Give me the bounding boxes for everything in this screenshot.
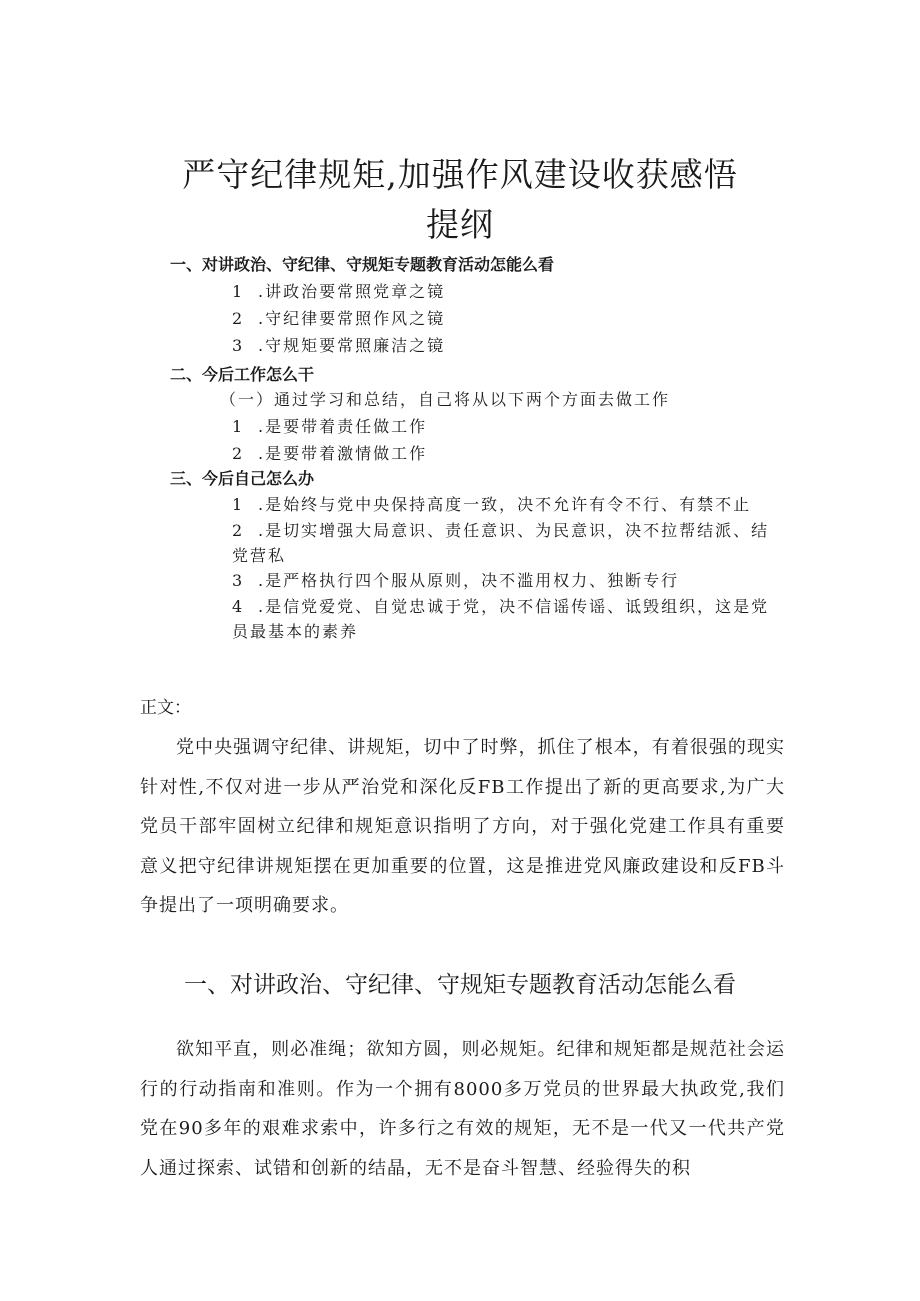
outline-item-number: 4 <box>232 597 243 616</box>
outline-item-number: 2 <box>232 309 243 328</box>
outline-item-continuation: 员最基本的素养 <box>232 622 359 641</box>
outline-item <box>232 443 427 465</box>
outline-item-text: .是要带着激情做工作 <box>258 444 428 463</box>
document-title: 严守纪律规矩,加强作风建设收获感悟 <box>182 155 738 194</box>
outline-item <box>232 570 679 592</box>
section-heading: 一、对讲政治、守纪律、守规矩专题教育活动怎能么看 <box>184 972 736 998</box>
outline-heading-3: 三、今后自己怎么办 <box>170 469 315 488</box>
outline-item-number: 3 <box>232 336 243 355</box>
outline-item-text: .是信党爱党、自觉忠诚于党，决不信谣传谣、诋毁组织，这是党 <box>258 597 770 616</box>
outline-item-number: 2 <box>232 521 243 540</box>
outline-item <box>232 281 445 303</box>
outline-item <box>232 494 751 516</box>
outline-item-text: .是要带着责任做工作 <box>258 417 428 436</box>
outline-heading-1: 一、对讲政治、守纪律、守规矩专题教育活动怎能么看 <box>170 255 555 274</box>
outline-subheading: （一）通过学习和总结，自己将从以下两个方面去做工作 <box>220 390 671 409</box>
outline-item-text: .是始终与党中央保持高度一致，决不允许有令不行、有禁不止 <box>258 495 752 514</box>
outline-item-text: .守规矩要常照廉洁之镜 <box>258 336 446 355</box>
outline-item-number: 1 <box>232 282 243 301</box>
outline-item <box>232 416 427 438</box>
outline-item-text: .守纪律要常照作风之镜 <box>258 309 446 328</box>
outline-item-text: .是严格执行四个服从原则，决不滥用权力、独断专行 <box>258 571 680 590</box>
body-paragraph: 党中央强调守纪律、讲规矩，切中了时弊，抓住了根本，有着很强的现实针对性,不仅对进一步从严治党和深化反FB工作提出了新的更高要求,为广大党员干部牢固树立纪律和规矩意识指明了方向，对于强化党建工作具有重要意义把守纪律讲规矩摆在更加重要的位置，这是推进党风廉政建设和反FB斗争提出了一项明确要求。 <box>140 737 785 916</box>
body-paragraph: 欲知平直，则必准绳；欲知方圆，则必规矩。纪律和规矩都是规范社会运行的行动指南和准则。作为一个拥有8000多万党员的世界最大执政党,我们党在90多年的艰难求索中，许多行之有效的规矩，无不是一代又一代共产党人通过探索、试错和创新的结晶，无不是奋斗智慧、经验得失的积 <box>140 1039 785 1179</box>
outline-item-continuation: 党营私 <box>232 546 287 565</box>
outline-heading-2: 二、今后工作怎么干 <box>170 365 315 384</box>
outline-item-text: .是切实增强大局意识、责任意识、为民意识，决不拉帮结派、结 <box>258 521 770 540</box>
outline-item <box>232 308 445 330</box>
outline-item <box>232 520 769 542</box>
outline-item-number: 1 <box>232 495 243 514</box>
outline-item-text: .讲政治要常照党章之镜 <box>258 282 446 301</box>
document-title-line2: 提纲 <box>426 205 494 244</box>
outline-item-number: 2 <box>232 444 243 463</box>
outline-item-number: 3 <box>232 571 243 590</box>
outline-item-number: 1 <box>232 417 243 436</box>
outline-item <box>232 335 445 357</box>
outline-item <box>232 596 769 618</box>
body-label: 正文： <box>140 698 191 718</box>
